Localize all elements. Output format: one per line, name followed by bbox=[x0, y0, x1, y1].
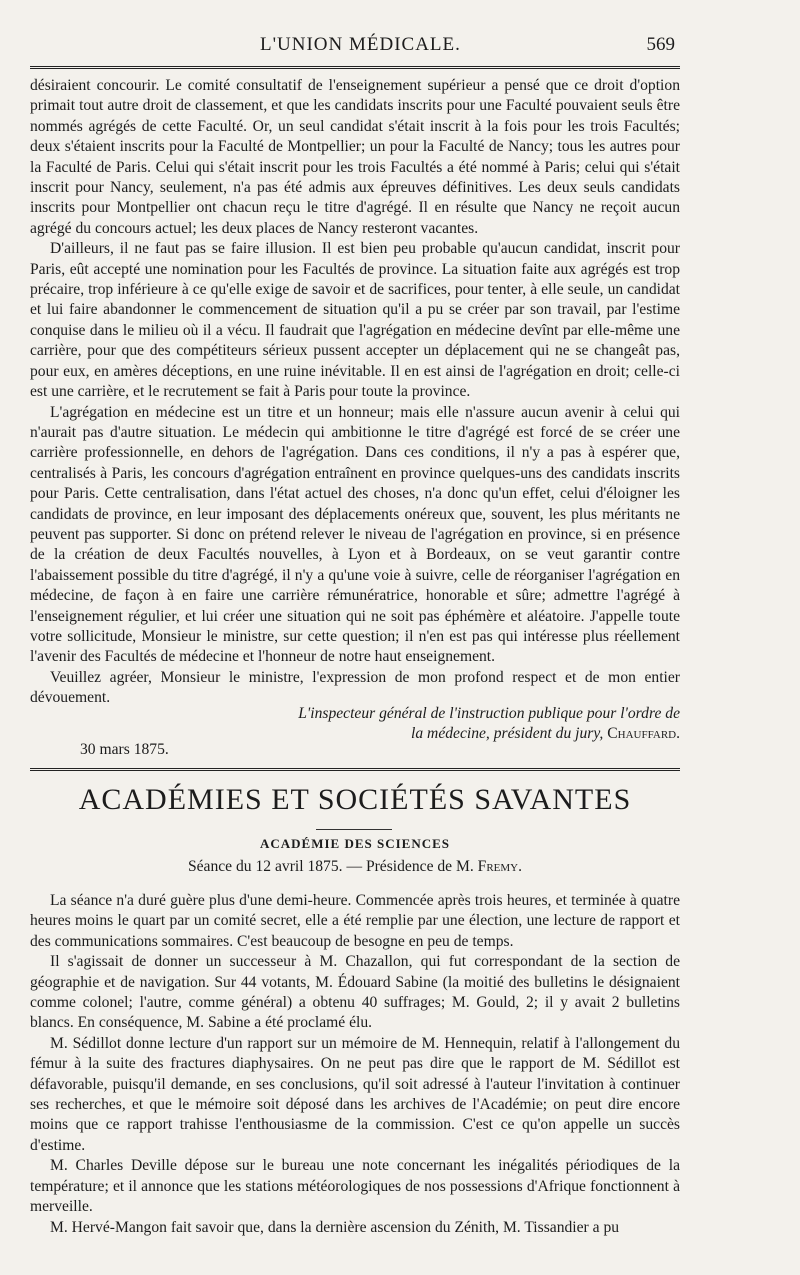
letter-body bbox=[30, 76, 680, 709]
letter-paragraph-2: D'ailleurs, il ne faut pas se faire illusion. Il est bien peu probable qu'aucun candidat, inscrit pour Paris, eût accepté une nomination pour les Facultés de province. La situation faite aux agrégés est trop précaire, trop inférieure à ce qu'elle exige de savoir et de sacrifices, pour tenter, à elle seule, un candidat et lui faire abandonner le commencement de situation qu'il a pu se créer par son travail, par l'estime conquise dans le milieu où il a vécu. Il faudrait que l'agrégation en médecine devînt par elle-même une carrière, pour que des compétiteurs sérieux pussent accepter un déplacement qui ne se changeât pas, pour eux, en amères déceptions, en une ruine inévitable. Il en est ainsi de l'agrégation en droit; celle-ci est une carrière, et le recrutement se fait à Paris pour toute la province. bbox=[30, 240, 680, 401]
running-title: L'UNION MÉDICALE. bbox=[260, 34, 461, 55]
academy-paragraph-2: Il s'agissait de donner un successeur à M. Chazallon, qui fut correspondant de la section de géographie et de navigation. Sur 44 votants, M. Édouard Sabine (la moitié des bulletins le désignaient comme colonel; l'autre, comme général) a obtenu 40 suffrages; M. Gould, 2; il y avait 2 bulletins blancs. En conséquence, M. Sabine a été proclamé élu. bbox=[30, 953, 680, 1032]
signature-title: la médecine, président du jury, bbox=[411, 725, 604, 742]
session-president: Fremy. bbox=[477, 858, 523, 875]
session-line bbox=[30, 858, 680, 876]
letter-date: 30 mars 1875. bbox=[80, 741, 169, 758]
header-rule bbox=[30, 66, 680, 69]
letter-paragraph-4: Veuillez agréer, Monsieur le ministre, l'expression de mon profond respect et de mon entier dévouement. bbox=[30, 668, 680, 707]
signature-line-1: L'inspecteur général de l'instruction publique pour l'ordre de bbox=[298, 705, 680, 722]
academy-paragraph-4: M. Charles Deville dépose sur le bureau une note concernant les inégalités périodiques de la température; et il annonce que les stations météorologiques de nos possessions d'Afrique fonctionnent à merveille. bbox=[30, 1157, 680, 1216]
section-title: ACADÉMIES ET SOCIÉTÉS SAVANTES bbox=[78, 783, 632, 816]
running-header bbox=[30, 34, 675, 56]
page-number: 569 bbox=[646, 34, 675, 55]
academy-paragraph-5: M. Hervé-Mangon fait savoir que, dans la dernière ascension du Zénith, M. Tissandier a pu bbox=[50, 1218, 620, 1236]
section-rule bbox=[30, 768, 680, 771]
academy-body bbox=[30, 891, 680, 1238]
signature-name: Chauffard. bbox=[607, 725, 680, 742]
session-text: Séance du 12 avril 1875. — Présidence de M. bbox=[187, 858, 474, 875]
academy-paragraph-1: La séance n'a duré guère plus d'une demi-heure. Commencée après trois heures, et terminée à quatre heures moins le quart par un comité secret, elle a été remplie par une élection, une lecture de rapport et des communications sommaires. C'est beaucoup de besogne en peu de temps. bbox=[30, 892, 680, 950]
section-short-rule bbox=[316, 829, 392, 830]
academy-paragraph-3: M. Sédillot donne lecture d'un rapport sur un mémoire de M. Hennequin, relatif à l'allongement du fémur à la suite des fractures diaphysaires. On ne peut pas dire que le rapport de M. Sédillot est défavorable, puisqu'il demande, en ses conclusions, qu'il soit adressé à l'auteur l'invitation à continuer ses recherches, et que le mémoire soit déposé dans les archives de l'Académie; on peut dire encore moins que ce rapport trahisse l'enthousiasme de la commission. C'est ce qu'on appelle un succès d'estime. bbox=[30, 1034, 680, 1154]
subsection-title: ACADÉMIE DES SCIENCES bbox=[259, 836, 451, 851]
letter-paragraph-3: L'agrégation en médecine est un titre et un honneur; mais elle n'assure aucun avenir à celui qui n'aurait pas d'autre situation. Le médecin qui ambitionne le titre d'agrégé est forcé de se créer une carrière professionnelle, en dehors de l'agrégation. Dans ces conditions, il n'y a pas à espérer que, centralisés à Paris, les concours d'agrégation entraînent en province quelques-uns des candidats inscrits pour Paris. Cette centralisation, dans l'état actuel des choses, n'a donc qu'un effet, celui d'éloigner les candidats de province, en leur imposant des déplacements onéreux que, souvent, les plus méritants ne peuvent pas supporter. Si donc on prétend relever le niveau de l'agrégation en province, si en présence de la création de deux Facultés nouvelles, à Lyon et à Bordeaux, on se veut garantir contre l'abaissement possible du titre d'agrégé, il n'y a qu'une voie à suivre, celle de réorganiser l'agrégation en médecine, de façon à en faire une carrière rémunératrice, honorable et sûre; admettre l'agrégé à l'enseignement régulier, et lui créer une situation qui ne soit pas éphémère et aléatoire. J'appelle toute votre sollicitude, Monsieur le ministre, sur cette question; il n'en est pas qui intéresse plus réellement l'avenir des Facultés de médecine et l'honneur de notre haut enseignement. bbox=[30, 403, 680, 666]
signature-block bbox=[30, 704, 680, 744]
letter-paragraph-1: désiraient concourir. Le comité consultatif de l'enseignement supérieur a pensé que ce droit d'option primait tout autre droit de classement, et que les candidats inscrits pour une Faculté pouvaient seuls être nommés agrégés de cette Faculté. Or, un seul candidat s'était inscrit à la fois pour les trois Facultés; deux s'étaient inscrits pour la Faculté de Montpellier; un pour la Faculté de Nancy; tous les autres pour la Faculté de Paris. Celui qui s'était inscrit pour les trois Facultés a été nommé à Paris; celui qui s'était inscrit pour Nancy, seulement, n'a pas été admis aux épreuves définitives. Les deux seuls candidats inscrits pour Montpellier ont chacun reçu le titre d'agrégé. Il en résulte que Nancy ne reçoit aucun agrégé du concours actuel; les deux places de Nancy resteront vacantes. bbox=[30, 77, 680, 237]
